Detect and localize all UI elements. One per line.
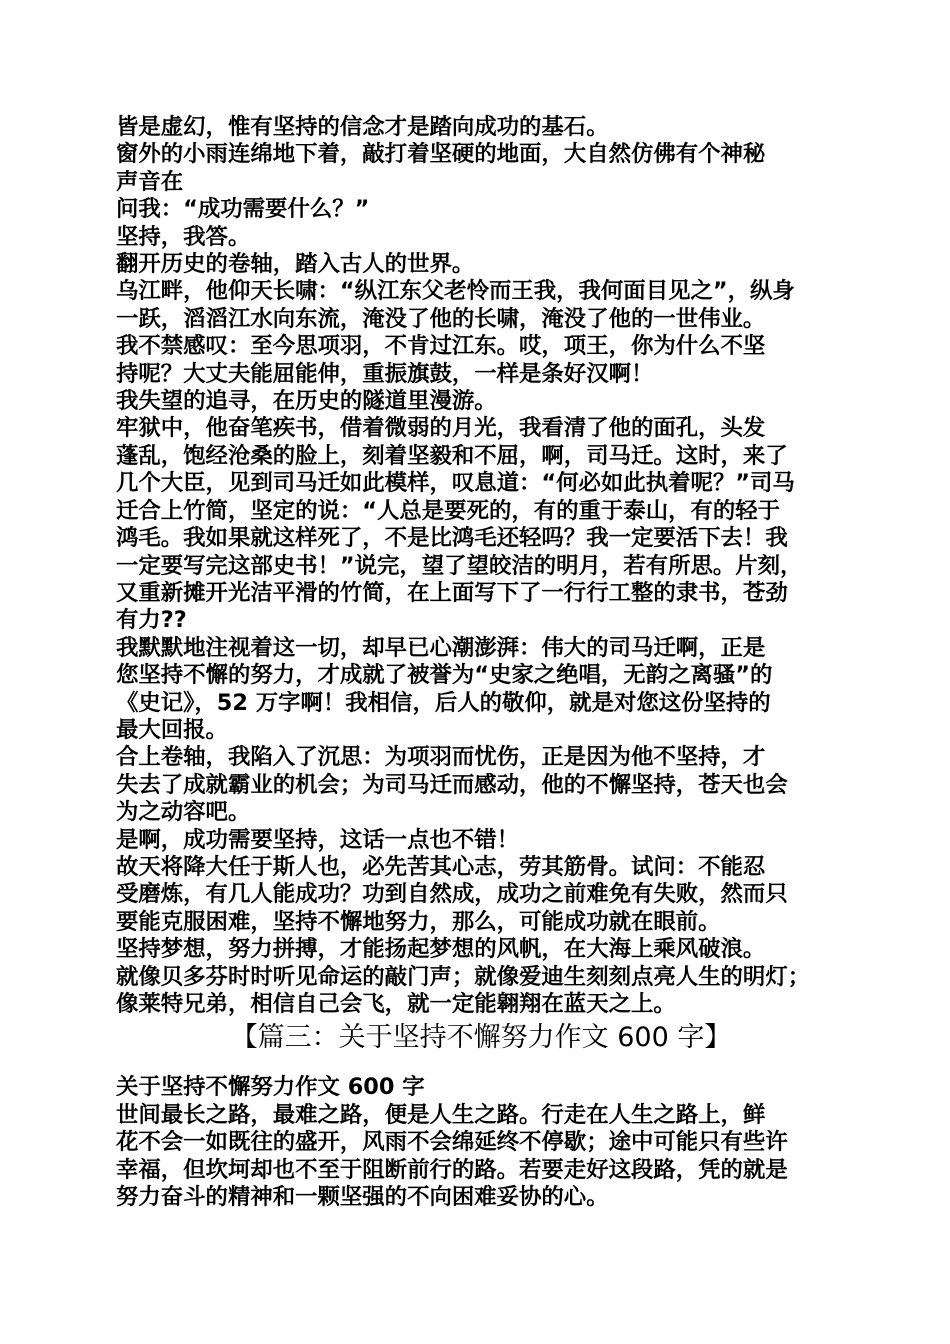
paragraph [116,388,846,415]
text-line: 牢狱中，他奋笔疾书，借着微弱的月光，我看清了他的面孔，头发 [116,415,766,442]
text-line: 花不会一如既往的盛开，风雨不会绵延终不停歇；途中可能只有些许 [116,1129,788,1156]
text-line: 努力奋斗的精神和一颗坚强的不向困难妥协的心。 [116,1184,609,1211]
paragraph [116,333,846,388]
text-line: 迁合上竹简，坚定的说：“人总是要死的，有的重于泰山，有的轻于 [116,497,781,524]
text-line: 声音在 [116,168,184,195]
text-line: 合上卷轴，我陷入了沉思：为项羽而忧伤，正是因为他不坚持，才 [116,744,766,771]
text-line: 一定要写完这部史书！”说完，望了望皎洁的明月，若有所思。片刻， [116,552,803,579]
text-line: 乌江畔，他仰天长啸：“纵江东父老怜而王我，我何面目见之”，纵身 [116,278,795,305]
text-line: 《史记》，52 万字啊！我相信，后人的敬仰，就是对您这份坚持的 [116,689,771,716]
text-line: 翻开历史的卷轴，踏入古人的世界。 [116,251,475,278]
text-line: 幸福，但坎坷却也不至于阻断前行的路。若要走好这段路，凭的就是 [116,1156,788,1183]
text-line: 像莱特兄弟，相信自己会飞，就一定能翱翔在蓝天之上。 [116,991,676,1017]
text-line: 蓬乱，饱经沧桑的脸上，刻着坚毅和不屈，啊，司马迁。这时，来了 [116,442,788,469]
paragraph [116,251,846,278]
essay-body [116,114,846,1018]
paragraph [116,635,846,745]
text-line: 持呢？大丈夫能屈能伸，重振旗鼓，一样是条好汉啊！ [116,360,654,387]
text-line: 您坚持不懈的努力，才成就了被誉为“史家之绝唱，无韵之离骚”的 [116,662,773,689]
paragraph [116,224,846,251]
paragraph [116,1074,846,1101]
text-line: 关于坚持不懈努力作文 600 字 [116,1074,425,1101]
text-line: 有力?? [116,607,187,634]
paragraph [116,827,846,854]
paragraph [116,196,846,223]
text-line: 是啊，成功需要坚持，这话一点也不错！ [116,826,520,853]
paragraph [116,278,846,333]
text-line: 受磨炼，有几人能成功？功到自然成，成功之前难免有失败，然而只 [116,881,788,908]
text-line: 鸿毛。我如果就这样死了，不是比鸿毛还轻吗？我一定要活下去！我 [116,525,788,552]
text-line: 坚持，我答。 [116,223,251,250]
paragraph [116,141,846,196]
text-line: 我默默地注视着这一切，却早已心潮澎湃：伟大的司马迁啊，正是 [116,634,766,661]
text-line: 为之动容吧。 [116,799,251,826]
text-line: 皆是虚幻，惟有坚持的信念才是踏向成功的基石。 [116,114,609,140]
text-line: 就像贝多芬时时听见命运的敲门声；就像爱迪生刻刻点亮人生的明灯； [116,963,811,990]
text-line: 窗外的小雨连绵地下着，敲打着坚硬的地面，大自然仿佛有个神秘 [116,141,766,168]
text-line: 我不禁感叹：至今思项羽，不肯过江东。哎，项王，你为什么不坚 [116,333,766,360]
document-page [116,114,846,1211]
text-line: 一跃，滔滔江水向东流，淹没了他的长啸，淹没了他的一世伟业。 [116,305,766,332]
paragraph [116,854,846,936]
section-heading: 【篇三：关于坚持不懈努力作文 600 字】 [230,1022,732,1054]
text-line: 世间最长之路，最难之路，便是人生之路。行走在人生之路上，鲜 [116,1101,766,1128]
text-line: 要能克服困难，坚持不懈地努力，那么，可能成功就在眼前。 [116,908,721,935]
text-line: 失去了成就霸业的机会；为司马迁而感动，他的不懈坚持，苍天也会 [116,771,788,798]
paragraph [116,936,846,1018]
essay-body-continued [116,1074,846,1211]
text-line: 坚持梦想，努力拼搏，才能扬起梦想的风帆，在大海上乘风破浪。 [116,936,766,963]
paragraph [116,415,846,634]
paragraph [116,114,846,141]
text-line: 问我：“成功需要什么？” [116,196,370,223]
text-line: 故天将降大任于斯人也，必先苦其心志，劳其筋骨。试问：不能忍 [116,853,766,880]
paragraph [116,744,846,826]
text-line: 又重新摊开光洁平滑的竹简，在上面写下了一行行工整的隶书，苍劲 [116,579,788,606]
text-line: 几个大臣，见到司马迁如此模样，叹息道：“何必如此执着呢？”司马 [116,470,795,497]
text-line: 我失望的追寻，在历史的隧道里漫游。 [116,388,497,415]
paragraph [116,1102,846,1212]
text-line: 最大回报。 [116,716,228,743]
